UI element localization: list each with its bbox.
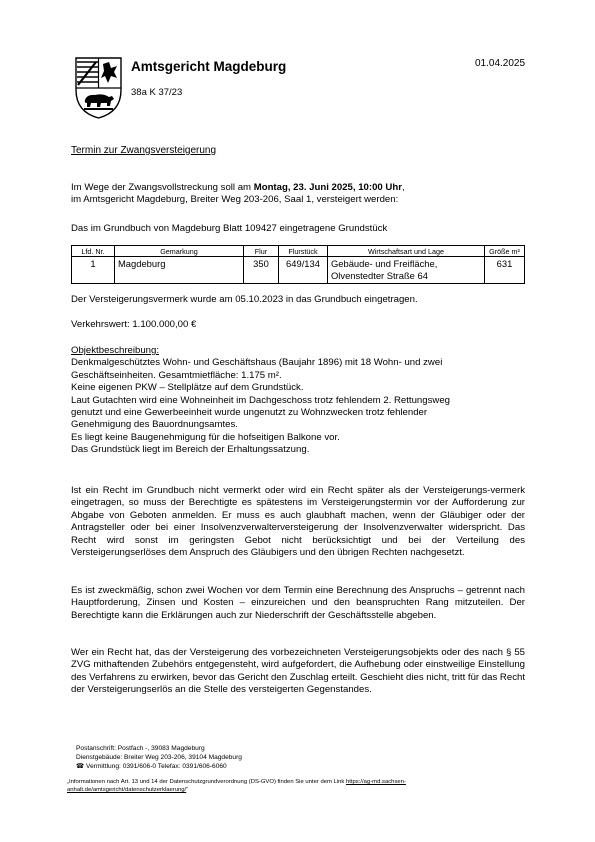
court-name: Amtsgericht Magdeburg bbox=[131, 59, 287, 74]
object-description-heading: Objektbeschreibung: bbox=[71, 345, 159, 356]
paragraph-calculation: Es ist zweckmäßig, schon zwei Wochen vor dem Termin eine Berechnung des Anspruchs – getrennt nach Hauptforderung, Zinsen und Kosten – einzureichen und den beanspruchten Rang mitzuteilen. Der Berechtigte kann die Erklärungen auch zur Niederschrift der Geschäftsstelle abgeben. bbox=[71, 585, 525, 621]
coat-of-arms-icon bbox=[73, 56, 124, 119]
intro-line-2: im Amtsgericht Magdeburg, Breiter Weg 203-206, Saal 1, versteigert werden: bbox=[71, 194, 399, 206]
object-description: Objektbeschreibung: Denkmalgeschütztes Wohn- und Geschäftshaus (Baujahr 1896) mit 18 Wohn- und zwei Geschäftseinheiten. Gesamtmietfläche: 1.175 m². Keine eigenen PKW – Stellplätze auf dem Grundstück. Laut Gutachten wird eine Wohneinheit im Dachgeschoss trotz fehlendem 2. Rettungsweg genutzt und eine Gewerbeeinheit wurde ungenutzt zu Wohnzwecken trotz fehlender Genehmigung des Bauordnungsamtes. Es liegt keine Baugenehmigung für die hofseitigen Balkone vor. Das Grundstück liegt im Bereich der Erhaltungssatzung. bbox=[71, 345, 525, 457]
footer-dienstgebaeude: Dienstgebäude: Breiter Weg 203-206, 39104 Magdeburg bbox=[76, 754, 242, 761]
paragraph-rights-notice: Ist ein Recht im Grundbuch nicht vermerkt oder wird ein Recht später als der Versteigerungs-vermerk eingetragen, so muss der Berechtigte es spätestens im Versteigerungstermin vor der Aufforderung zur Abgabe von Geboten anmelden. Er muss es auch glaubhaft machen, wenn der Gläubiger oder der Antragsteller oder bei einer Insolvenzverwalterversteigerung der Insolvenzverwalter widerspricht. Das Recht wird sonst im geringsten Gebot nicht berücksichtigt und bei der Verteilung des Versteigerungserlöses dem Anspruch des Gläubigers und den übrigen Rechten nachgesetzt. bbox=[71, 485, 525, 559]
col-flur: Flur bbox=[244, 246, 279, 257]
grundbuch-line: Das im Grundbuch von Magdeburg Blatt 109427 eingetragene Grundstück bbox=[71, 223, 388, 234]
subject-line: Termin zur Zwangsversteigerung bbox=[71, 145, 217, 156]
col-lfd-nr: Lfd. Nr. bbox=[72, 246, 115, 257]
col-flurstueck: Flurstück bbox=[279, 246, 328, 257]
cell-lfd: 1 bbox=[72, 257, 115, 284]
footer-postanschrift: Postanschrift: Postfach -, 39083 Magdeburg bbox=[76, 745, 205, 752]
intro-paragraph bbox=[71, 182, 525, 207]
document-date: 01.04.2025 bbox=[475, 58, 526, 69]
property-table bbox=[71, 245, 525, 284]
vermerk-line: Der Versteigerungsvermerk wurde am 05.10.2023 in das Grundbuch eingetragen. bbox=[71, 294, 418, 305]
cell-groesse: 631 bbox=[485, 257, 525, 284]
col-wirtschaftsart: Wirtschaftsart und Lage bbox=[328, 246, 485, 257]
col-gemarkung: Gemarkung bbox=[115, 246, 244, 257]
footer-telefon: ☎ Vermittlung: 0391/606-0 Telefax: 0391/606-6060 bbox=[76, 763, 227, 770]
file-number: 38a K 37/23 bbox=[131, 87, 183, 98]
verkehrswert-line: Verkehrswert: 1.100.000,00 € bbox=[71, 319, 197, 330]
auction-date: Montag, 23. Juni 2025, 10:00 Uhr bbox=[253, 182, 402, 193]
cell-flur: 350 bbox=[244, 257, 279, 284]
paragraph-objection: Wer ein Recht hat, das der Versteigerung des vorbezeichneten Versteigerungsobjekts oder des nach § 55 ZVG mithaftenden Zubehörs entgegensteht, wird aufgefordert, die Aufhebung oder einstweilige Einstellung des Verfahrens zu erwirken, bevor das Gericht den Zuschlag erteilt. Geschieht dies nicht, tritt für das Recht der Versteigerungserlös an die Stelle des versteigerten Gegenstandes. bbox=[71, 647, 525, 696]
cell-lage: Gebäude- und Freifläche, Olvenstedter Straße 64 bbox=[328, 257, 485, 284]
cell-flurstueck: 649/134 bbox=[279, 257, 328, 284]
intro-line-1: Im Wege der Zwangsvollstreckung soll am Montag, 23. Juni 2025, 10:00 Uhr, bbox=[71, 182, 405, 193]
footer-privacy-note: „Informationen nach Art. 13 und 14 der Datenschutzgrundverordnung (DS-GVO) finden Sie unter dem Link https://ag-md.sachsen- anhalt.de/amtsgericht/datenschutzerklaerung/“ bbox=[67, 779, 406, 794]
col-groesse: Größe m² bbox=[485, 246, 525, 257]
privacy-link[interactable]: https://ag-md.sachsen- anhalt.de/amtsgericht/datenschutzerklaerung/ bbox=[67, 779, 406, 794]
cell-gemarkung: Magdeburg bbox=[115, 257, 244, 284]
table-row bbox=[72, 257, 525, 284]
table-header-row bbox=[72, 246, 525, 257]
